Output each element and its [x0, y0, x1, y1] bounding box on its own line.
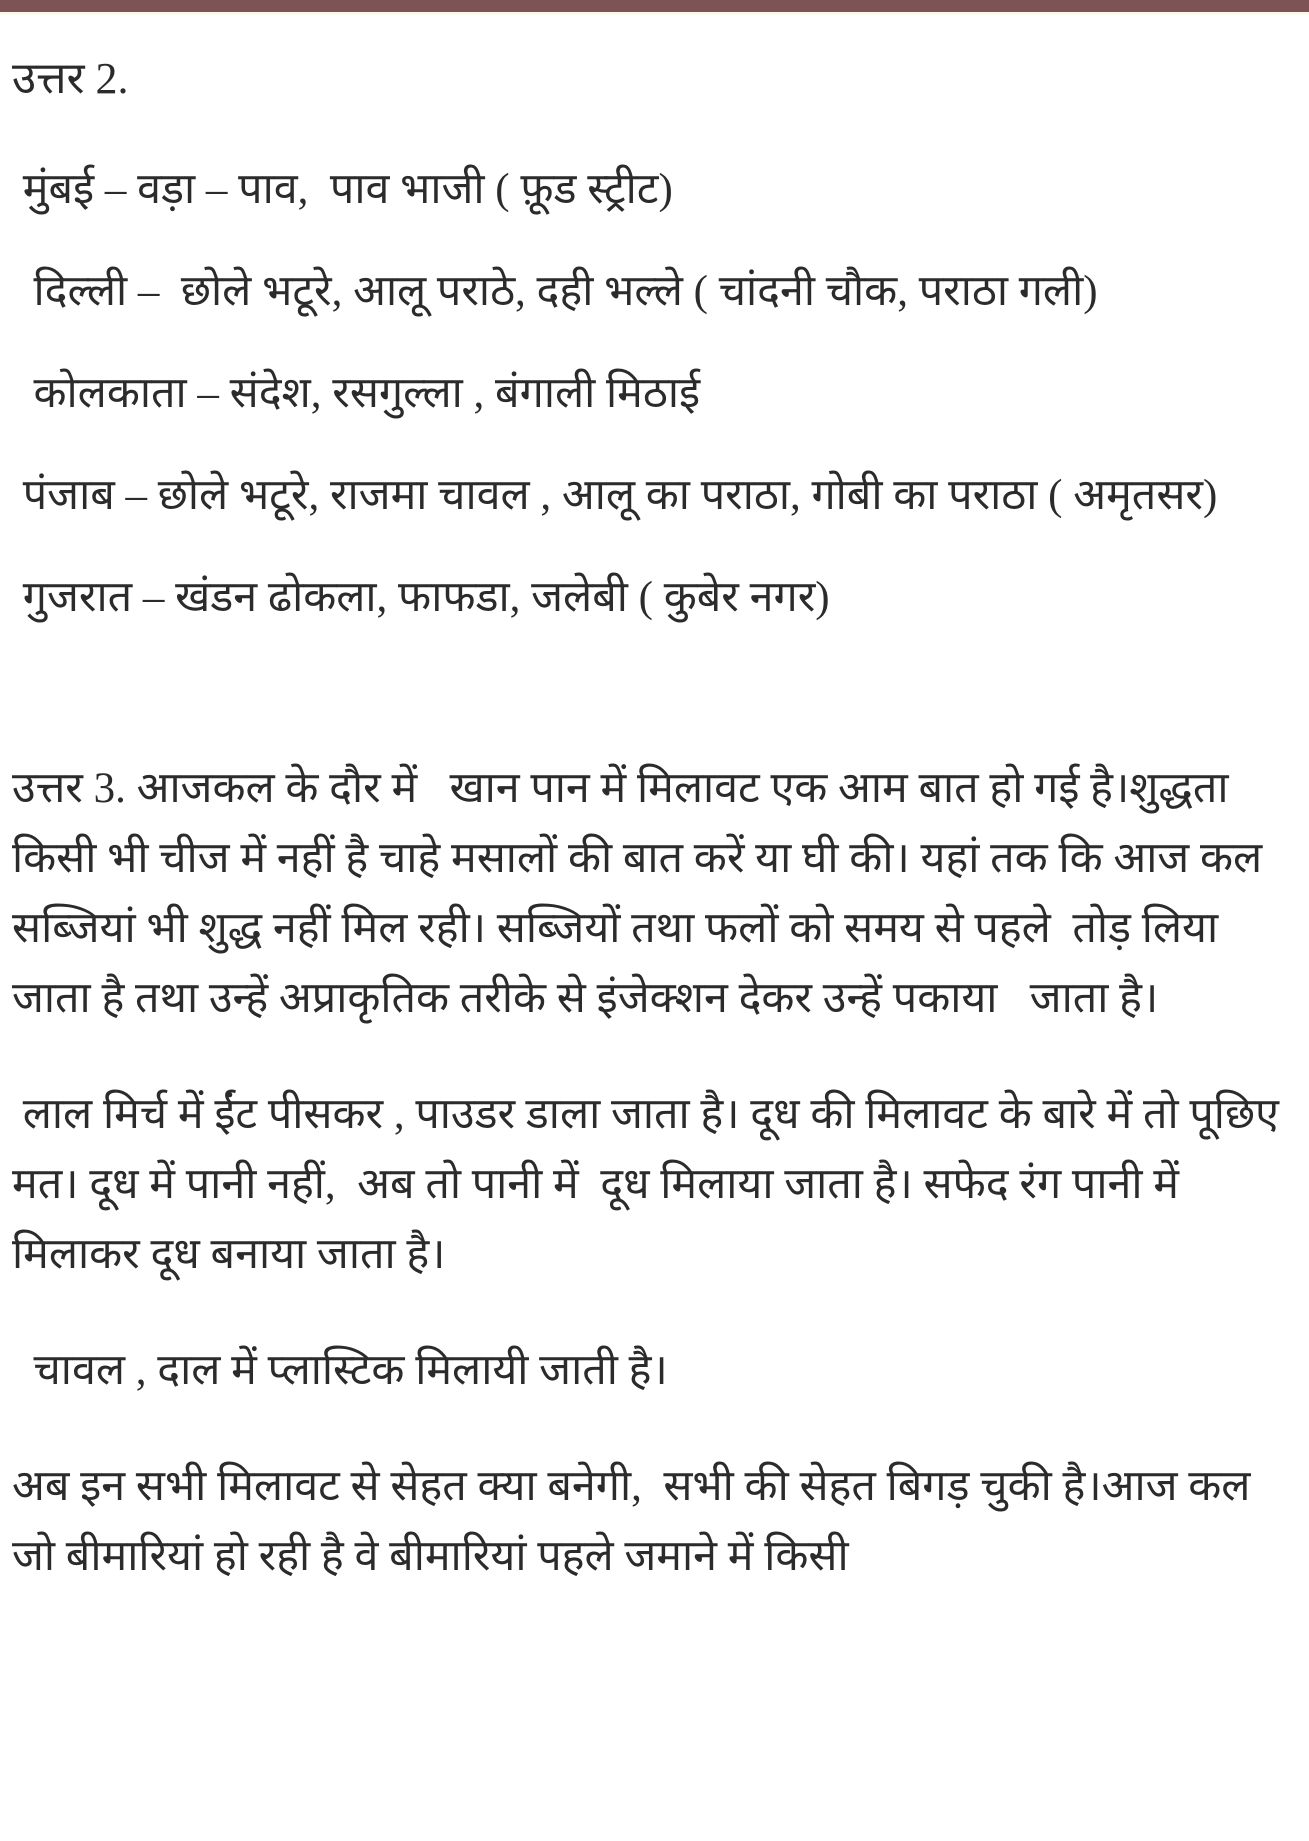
answer3-paragraph: उत्तर 3. आजकल के दौर में खान पान में मिलावट एक आम बात हो गई है।शुद्धता किसी भी चीज में नहीं है चाहे मसालों की बात करें या घी की। यहां तक कि आज कल सब्जियां भी शुद्ध नहीं मिल रही। सब्जियों तथा फलों को समय से पहले तोड़ लिया जाता है तथा उन्हें अप्राकृतिक तरीके से इंजेक्शन देकर उन्हें पकाया जाता है। [12, 764, 1273, 1022]
document-content [0, 15, 1309, 1592]
answer2-list-item: पंजाब – छोले भटूरे, राजमा चावल , आलू का पराठा, गोबी का पराठा ( अमृतसर) [12, 471, 1218, 519]
answer2-heading: उत्तर 2. [12, 54, 129, 103]
answer2-list-item: कोलकाता – संदेश, रसगुल्ला , बंगाली मिठाई [12, 369, 701, 417]
answer2-list [12, 150, 1295, 638]
answer2-list-item: गुजरात – खंडन ढोकला, फाफडा, जलेबी ( कुबेर नगर) [12, 573, 830, 621]
top-accent-bar [0, 0, 1309, 15]
answer3-paragraph: चावल , दाल में प्लास्टिक मिलायी जाती है। [12, 1346, 668, 1394]
answer2-list-item: दिल्ली – छोले भटूरे, आलू पराठे, दही भल्ले ( चांदनी चौक, पराठा गली) [12, 267, 1098, 315]
answer3-section [12, 754, 1295, 1592]
answer3-paragraph: लाल मिर्च में ईंट पीसकर , पाउडर डाला जाता है। दूध की मिलावट के बारे में तो पूछिए मत। दूध में पानी नहीं, अब तो पानी में दूध मिलाया जाता है। सफेद रंग पानी में मिलाकर दूध बनाया जाता है। [12, 1090, 1290, 1278]
answer2-list-item: मुंबई – वड़ा – पाव, पाव भाजी ( फ़ूड स्ट्रीट) [12, 165, 673, 213]
answer3-paragraph: अब इन सभी मिलावट से सेहत क्या बनेगी, सभी की सेहत बिगड़ चुकी है।आज कल जो बीमारियां हो रही है वे बीमारियां पहले जमाने में किसी [12, 1462, 1262, 1580]
